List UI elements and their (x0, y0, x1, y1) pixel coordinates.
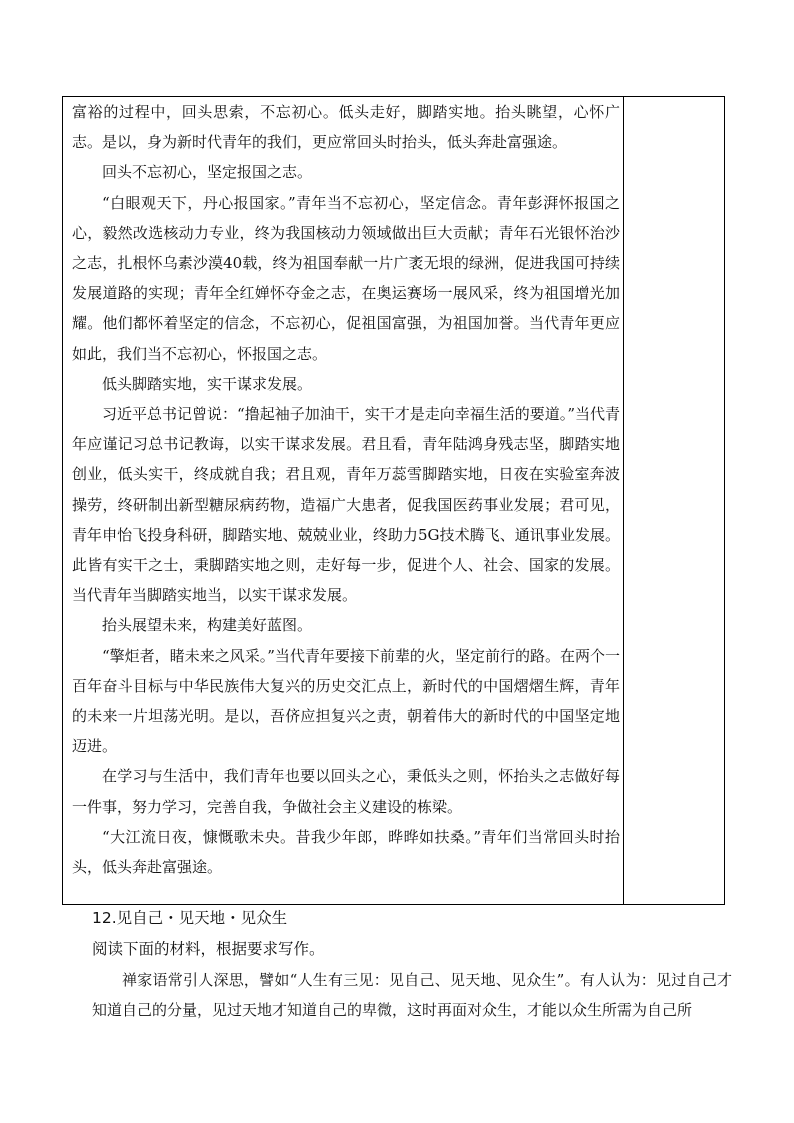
essay-paragraph: 抬头展望未来，构建美好蓝图。 (102, 616, 313, 635)
essay-paragraph: “擎炬者，睹未来之风采。”当代青年要接下前辈的火，坚定前行的路。在两个一百年奋斗目标与中华民族伟大复兴的历史交汇点上，新时代的中国熠熠生辉，青年的未来一片坦荡光明。是以，吾侪应担复兴之责，朝着伟大的新时代的中国坚定地迈进。 (72, 646, 620, 756)
essay-paragraph: 低头脚踏实地，实干谋求发展。 (102, 374, 313, 393)
essay-cell (72, 97, 620, 882)
essay-paragraph: 在学习与生活中，我们青年也要以回头之心，秉低头之则，怀抬头之志做好每一件事，努力学习，完善自我，争做社会主义建设的栋梁。 (72, 767, 620, 816)
comment-cell (624, 97, 724, 904)
essay-paragraph: 富裕的过程中，回头思索，不忘初心。低头走好，脚踏实地。抬头眺望，心怀广志。是以，身为新时代青年的我们，更应常回头时抬头，低头奔赴富强途。 (72, 103, 620, 152)
essay-paragraph: 回头不忘初心，坚定报国之志。 (102, 163, 313, 182)
essay-paragraph: 习近平总书记曾说：“撸起袖子加油干，实干才是走向幸福生活的要道。”当代青年应谨记习总书记教诲，以实干谋求发展。君且看，青年陆鸿身残志坚，脚踏实地创业，低头实干，终成就自我；君且观，青年万蕊雪脚踏实地，日夜在实验室奔波操劳，终研制出新型糖尿病药物，造福广大患者，促我国医药事业发展；君可见，青年申怡飞投身科研，脚踏实地、兢兢业业，终助力5G技术腾飞、通讯事业发展。此皆有实干之士，秉脚踏实地之则，走好每一步，促进个人、社会、国家的发展。当代青年当脚踏实地当，以实干谋求发展。 (72, 405, 620, 605)
essay-paragraph: “白眼观天下，丹心报国家。”青年当不忘初心，坚定信念。青年彭湃怀报国之心，毅然改选核动力专业，终为我国核动力领域做出巨大贡献；青年石光银怀治沙之志，扎根怀乌素沙漠40载，终为祖国奉献一片广袤无垠的绿洲，促进我国可持续发展道路的实现；青年全红婵怀夺金之志，在奥运赛场一展风采，终为祖国增光加耀。他们都怀着坚定的信念，不忘初心，促祖国富强，为祖国加誉。当代青年更应如此，我们当不忘初心，怀报国之志。 (72, 193, 620, 363)
question-instruction: 阅读下面的材料，根据要求写作。 (92, 940, 325, 958)
essay-paragraph: “大江流日夜，慷慨歌未央。昔我少年郎，晔晔如扶桑。”青年们当常回头时抬头，低头奔赴富强途。 (72, 827, 620, 877)
essay-table (62, 96, 725, 905)
question-material: 禅家语常引人深思，譬如“人生有三见：见自己、见天地、见众生”。有人认为：见过自己才知道自己的分量，见过天地才知道自己的卑微，这时再面对众生，才能以众生所需为自己所 (92, 971, 732, 1019)
question-title: 12.见自己・见天地・见众生 (92, 909, 288, 927)
